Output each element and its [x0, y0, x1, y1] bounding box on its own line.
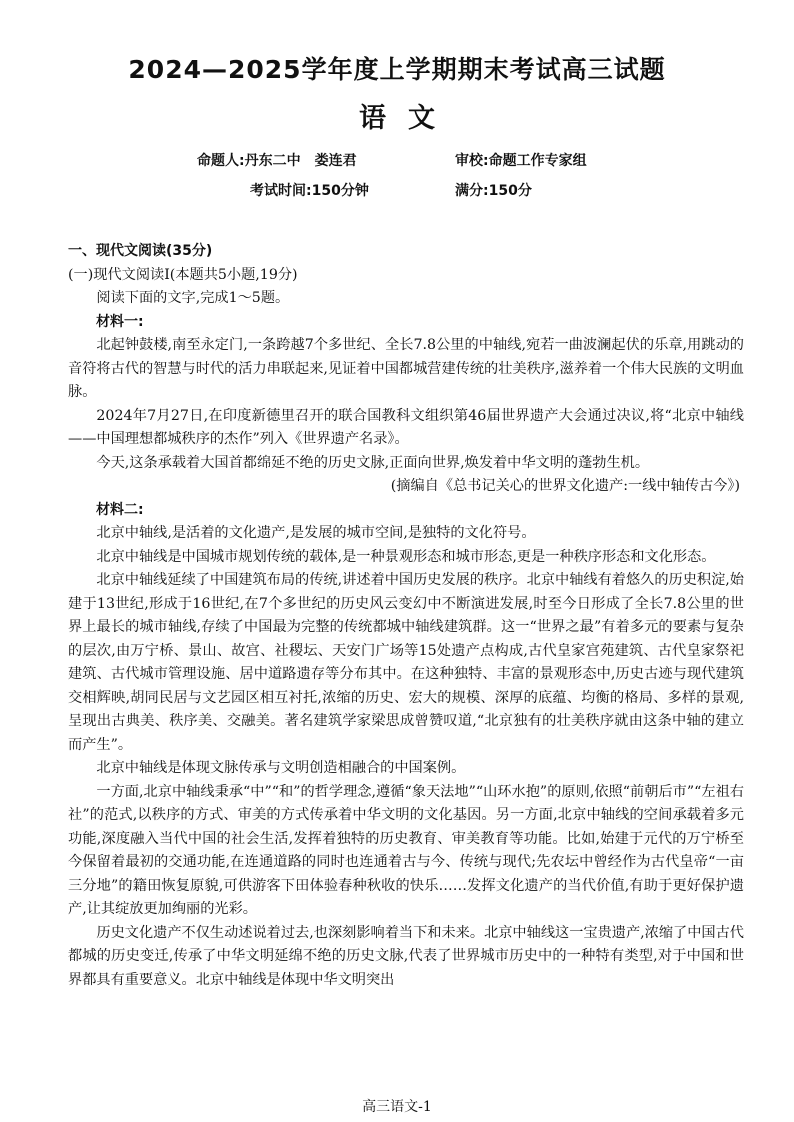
section-heading: 一、现代文阅读(35分) [68, 243, 213, 259]
full-score: 满分:150分 [455, 183, 532, 199]
page-footer: 高三语文-1 [362, 1099, 432, 1115]
exam-title: 2024—2025学年度上学期期末考试高三试题 [128, 55, 666, 84]
material-one-source: (摘编自《总书记关心的世界文化遗产:一线中轴传古今》) [390, 478, 740, 494]
material-two-label: 材料二: [96, 501, 144, 518]
material-two-paragraph: 历史文化遗产不仅生动述说着过去,也深刻影响着当下和未来。北京中轴线这一宝贵遗产,浓缩了中国古代都城的历史变迁,传承了中华文明延绵不绝的历史文脉,代表了世界城市历史中的一种特有类型,对于中国和世界都具有重要意义。北京中轴线是体现中华文明突出 [68, 924, 744, 988]
reading-instruction: 阅读下面的文字,完成1～5题。 [96, 290, 290, 306]
exam-time: 考试时间:150分钟 [250, 183, 369, 199]
material-two-paragraph: 北京中轴线延续了中国建筑布局的传统,讲述着中国历史发展的秩序。北京中轴线有着悠久的历史积淀,始建于13世纪,形成于16世纪,在7个多世纪的历史风云变幻中不断演进发展,时至今日形成了全长7.8公里的世界上最长的城市轴线,存续了中国最为完整的传统都城中轴线建筑群。这一“世界之最”有着多元的要素与复杂的层次,由万宁桥、景山、故宫、社稷坛、天安门广场等15处遗产点构成,古代皇家宫苑建筑、古代皇家祭祀建筑、古代城市管理设施、居中道路遗存等分布其中。在这种独特、丰富的景观形态中,历史古迹与现代建筑交相辉映,胡同民居与文艺园区相互衬托,浓缩的历史、宏大的规模、深厚的底蕴、均衡的格局、多样的景观,呈现出古典美、秩序美、交融美。著名建筑学家梁思成曾赞叹道,“北京独有的壮美秩序就由这条中轴的建立而产生”。 [68, 572, 744, 753]
material-two-paragraph: 北京中轴线,是活着的文化遗产,是发展的城市空间,是独特的文化符号。 [96, 525, 536, 541]
passage-body [68, 240, 744, 992]
material-one-paragraph: 2024年7月27日,在印度新德里召开的联合国教科文组织第46届世界遗产大会通过决议,将“北京中轴线——中国理想都城秩序的杰作”列入《世界遗产名录》。 [68, 407, 744, 447]
subject-title: 语文 [359, 103, 457, 134]
material-two-paragraph: 一方面,北京中轴线秉承“中”“和”的哲学理念,遵循“象天法地”“山环水抱”的原则,依照“前朝后市”“左祖右社”的范式,以秩序的方式、审美的方式传承着中华文明的文化基因。另一方面,北京中轴线的空间承载着多元功能,深度融入当代中国的社会生活,发挥着独特的历史教育、审美教育等功能。比如,始建于元代的万宁桥至今保留着最初的交通功能,在连通道路的同时也连通着古与今、传统与现代;先农坛中曾经作为古代皇帝“一亩三分地”的籍田恢复原貌,可供游客下田体验春种秋收的快乐……发挥文化遗产的当代价值,有助于更好保护遗产,让其绽放更加绚丽的光彩。 [68, 783, 744, 917]
subsection-heading: (一)现代文阅读Ⅰ(本题共5小题,19分) [68, 266, 298, 283]
material-one-label: 材料一: [96, 313, 144, 330]
material-one-paragraph: 北起钟鼓楼,南至永定门,一条跨越7个多世纪、全长7.8公里的中轴线,宛若一曲波澜起伏的乐章,用跳动的音符将古代的智慧与时代的活力串联起来,见证着中国都城营建传统的壮美秩序,滋养着一个伟大民族的文明血脉。 [68, 337, 744, 400]
reviewer-line: 审校:命题工作专家组 [455, 153, 587, 169]
material-two-paragraph: 北京中轴线是体现文脉传承与文明创造相融合的中国案例。 [96, 760, 466, 776]
author-line: 命题人:丹东二中 娄连君 [197, 153, 357, 169]
material-two-paragraph: 北京中轴线是中国城市规划传统的载体,是一种景观形态和城市形态,更是一种秩序形态和文化形态。 [96, 548, 716, 565]
material-one-paragraph: 今天,这条承载着大国首都绵延不绝的历史文脉,正面向世界,焕发着中华文明的蓬勃生机。 [96, 454, 650, 471]
